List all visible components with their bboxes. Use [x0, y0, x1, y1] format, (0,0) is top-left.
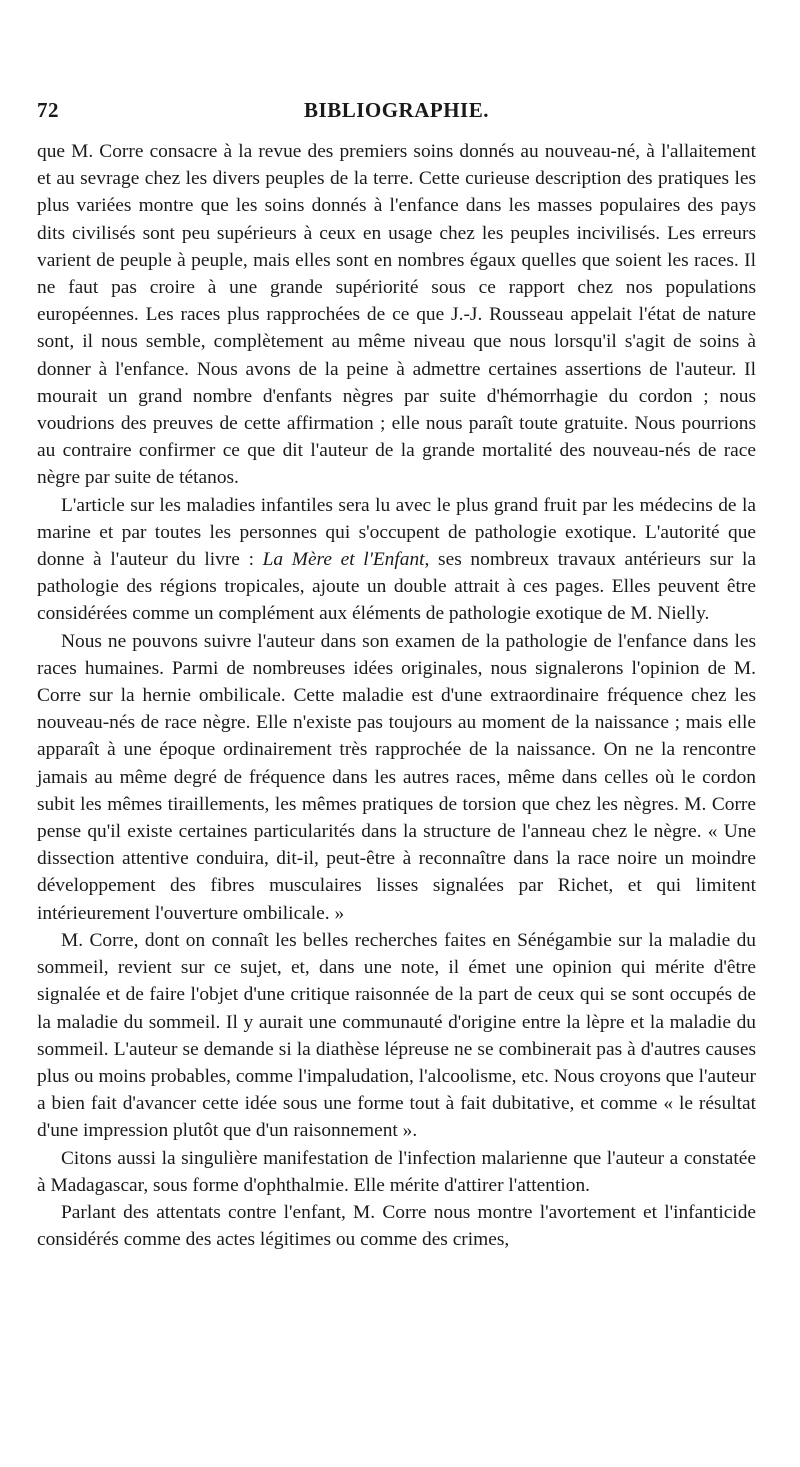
running-head	[37, 98, 756, 138]
paragraph-2	[37, 492, 756, 628]
book-title-italic: La Mère et l'Enfant	[262, 549, 425, 571]
paragraph-text: Citons aussi la singulière manifestation de l'infection malarienne que l'auteur a constatée à Madagascar, sous forme d'ophthalmie. Elle mérite d'attirer l'attention.	[37, 1147, 756, 1196]
paragraph-text: M. Corre, dont on connaît les belles recherches faites en Sénégambie sur la maladie du sommeil, revient sur ce sujet, et, dans une note, il émet une opinion qui mérite d'être signalée et de faire l'objet d'une critique raisonnée de la part de ceux qui se sont occupés de la maladie du sommeil. Il y aurait une communauté d'origine entre la lèpre et la maladie du sommeil. L'auteur se demande si la diathèse lépreuse ne se combinerait pas à d'autres causes plus ou moins probables, comme l'impaludation, l'alcoolisme, etc. Nous croyons que l'auteur a bien fait d'avancer cette idée sous une forme tout à fait dubitative, et comme « le résultat d'une impression plutôt que d'un raisonnement ».	[37, 929, 756, 1142]
paragraph-3	[37, 628, 756, 927]
paragraph-text: L'article sur les maladies infantiles sera lu avec le plus grand fruit par les médecins de la marine et par toutes les personnes qui s'occupent de pathologie exotique. L'autorité que donne à l'auteur du livre :	[37, 494, 756, 571]
paragraph-4	[37, 927, 756, 1145]
paragraph-1	[37, 138, 756, 492]
paragraph-5	[37, 1145, 756, 1199]
body-text	[37, 138, 756, 1253]
paragraph-text: Nous ne pouvons suivre l'auteur dans son examen de la pathologie de l'enfance dans les races humaines. Parmi de nombreuses idées originales, nous signalerons l'opinion de M. Corre sur la hernie ombilicale. Cette maladie est d'une extraordinaire fréquence chez les nouveau-nés de race nègre. Elle n'existe pas toujours au moment de la naissance ; mais elle apparaît à une époque ordinairement très rapprochée de la naissance. On ne la rencontre jamais au même degré de fréquence dans les autres races, même dans celles où le cordon subit les mêmes tiraillements, les mêmes pratiques de torsion que chez les nègres. M. Corre pense qu'il existe certaines particularités dans la structure de l'anneau chez le nègre. « Une dissection attentive conduira, dit-il, peut-être à reconnaître dans la race noire un moindre développement des fibres musculaires lisses signalées par Richet, et qui limitent intérieurement l'ouverture ombilicale. »	[37, 630, 756, 924]
page-number: 72	[37, 98, 59, 122]
running-title: BIBLIOGRAPHIE.	[304, 98, 489, 122]
paragraph-text-continued: , ses nombreux travaux antérieurs sur la pathologie des régions tropicales, ajoute un double attrait à ces pages. Elles peuvent être considérées comme un complément aux éléments de pathologie exotique de M. Nielly.	[37, 549, 756, 625]
paragraph-6	[37, 1199, 756, 1253]
paragraph-text: Parlant des attentats contre l'enfant, M. Corre nous montre l'avortement et l'infanticide considérés comme des actes légitimes ou comme des crimes,	[37, 1201, 756, 1251]
paragraph-text: que M. Corre consacre à la revue des premiers soins donnés au nouveau-né, à l'allaitement et au sevrage chez les divers peuples de la terre. Cette curieuse description des pratiques les plus variées montre que les soins donnés à l'enfance dans les masses populaires des pays dits civilisés sont peu supérieurs à ceux en usage chez les peuples incivilisés. Les erreurs varient de peuple à peuple, mais elles sont en nombres égaux quelles que soient les races. Il ne faut pas croire à une grande supériorité sous ce rapport chez nos populations européennes. Les races plus rapprochées de ce que J.-J. Rousseau appelait l'état de nature sont, il nous semble, complètement au même niveau que nous lorsqu'il s'agit de soins à donner à l'enfance. Nous avons de la peine à admettre certaines assertions de l'auteur. Il mourait un grand nombre d'enfants nègres par suite d'hémorrhagie du cordon ; nous voudrions des preuves de cette affirmation ; elle nous paraît toute gratuite. Nous pourrions au contraire confirmer ce que dit l'auteur de la grande mortalité des nouveau-nés de race nègre par suite de tétanos.	[37, 141, 756, 489]
